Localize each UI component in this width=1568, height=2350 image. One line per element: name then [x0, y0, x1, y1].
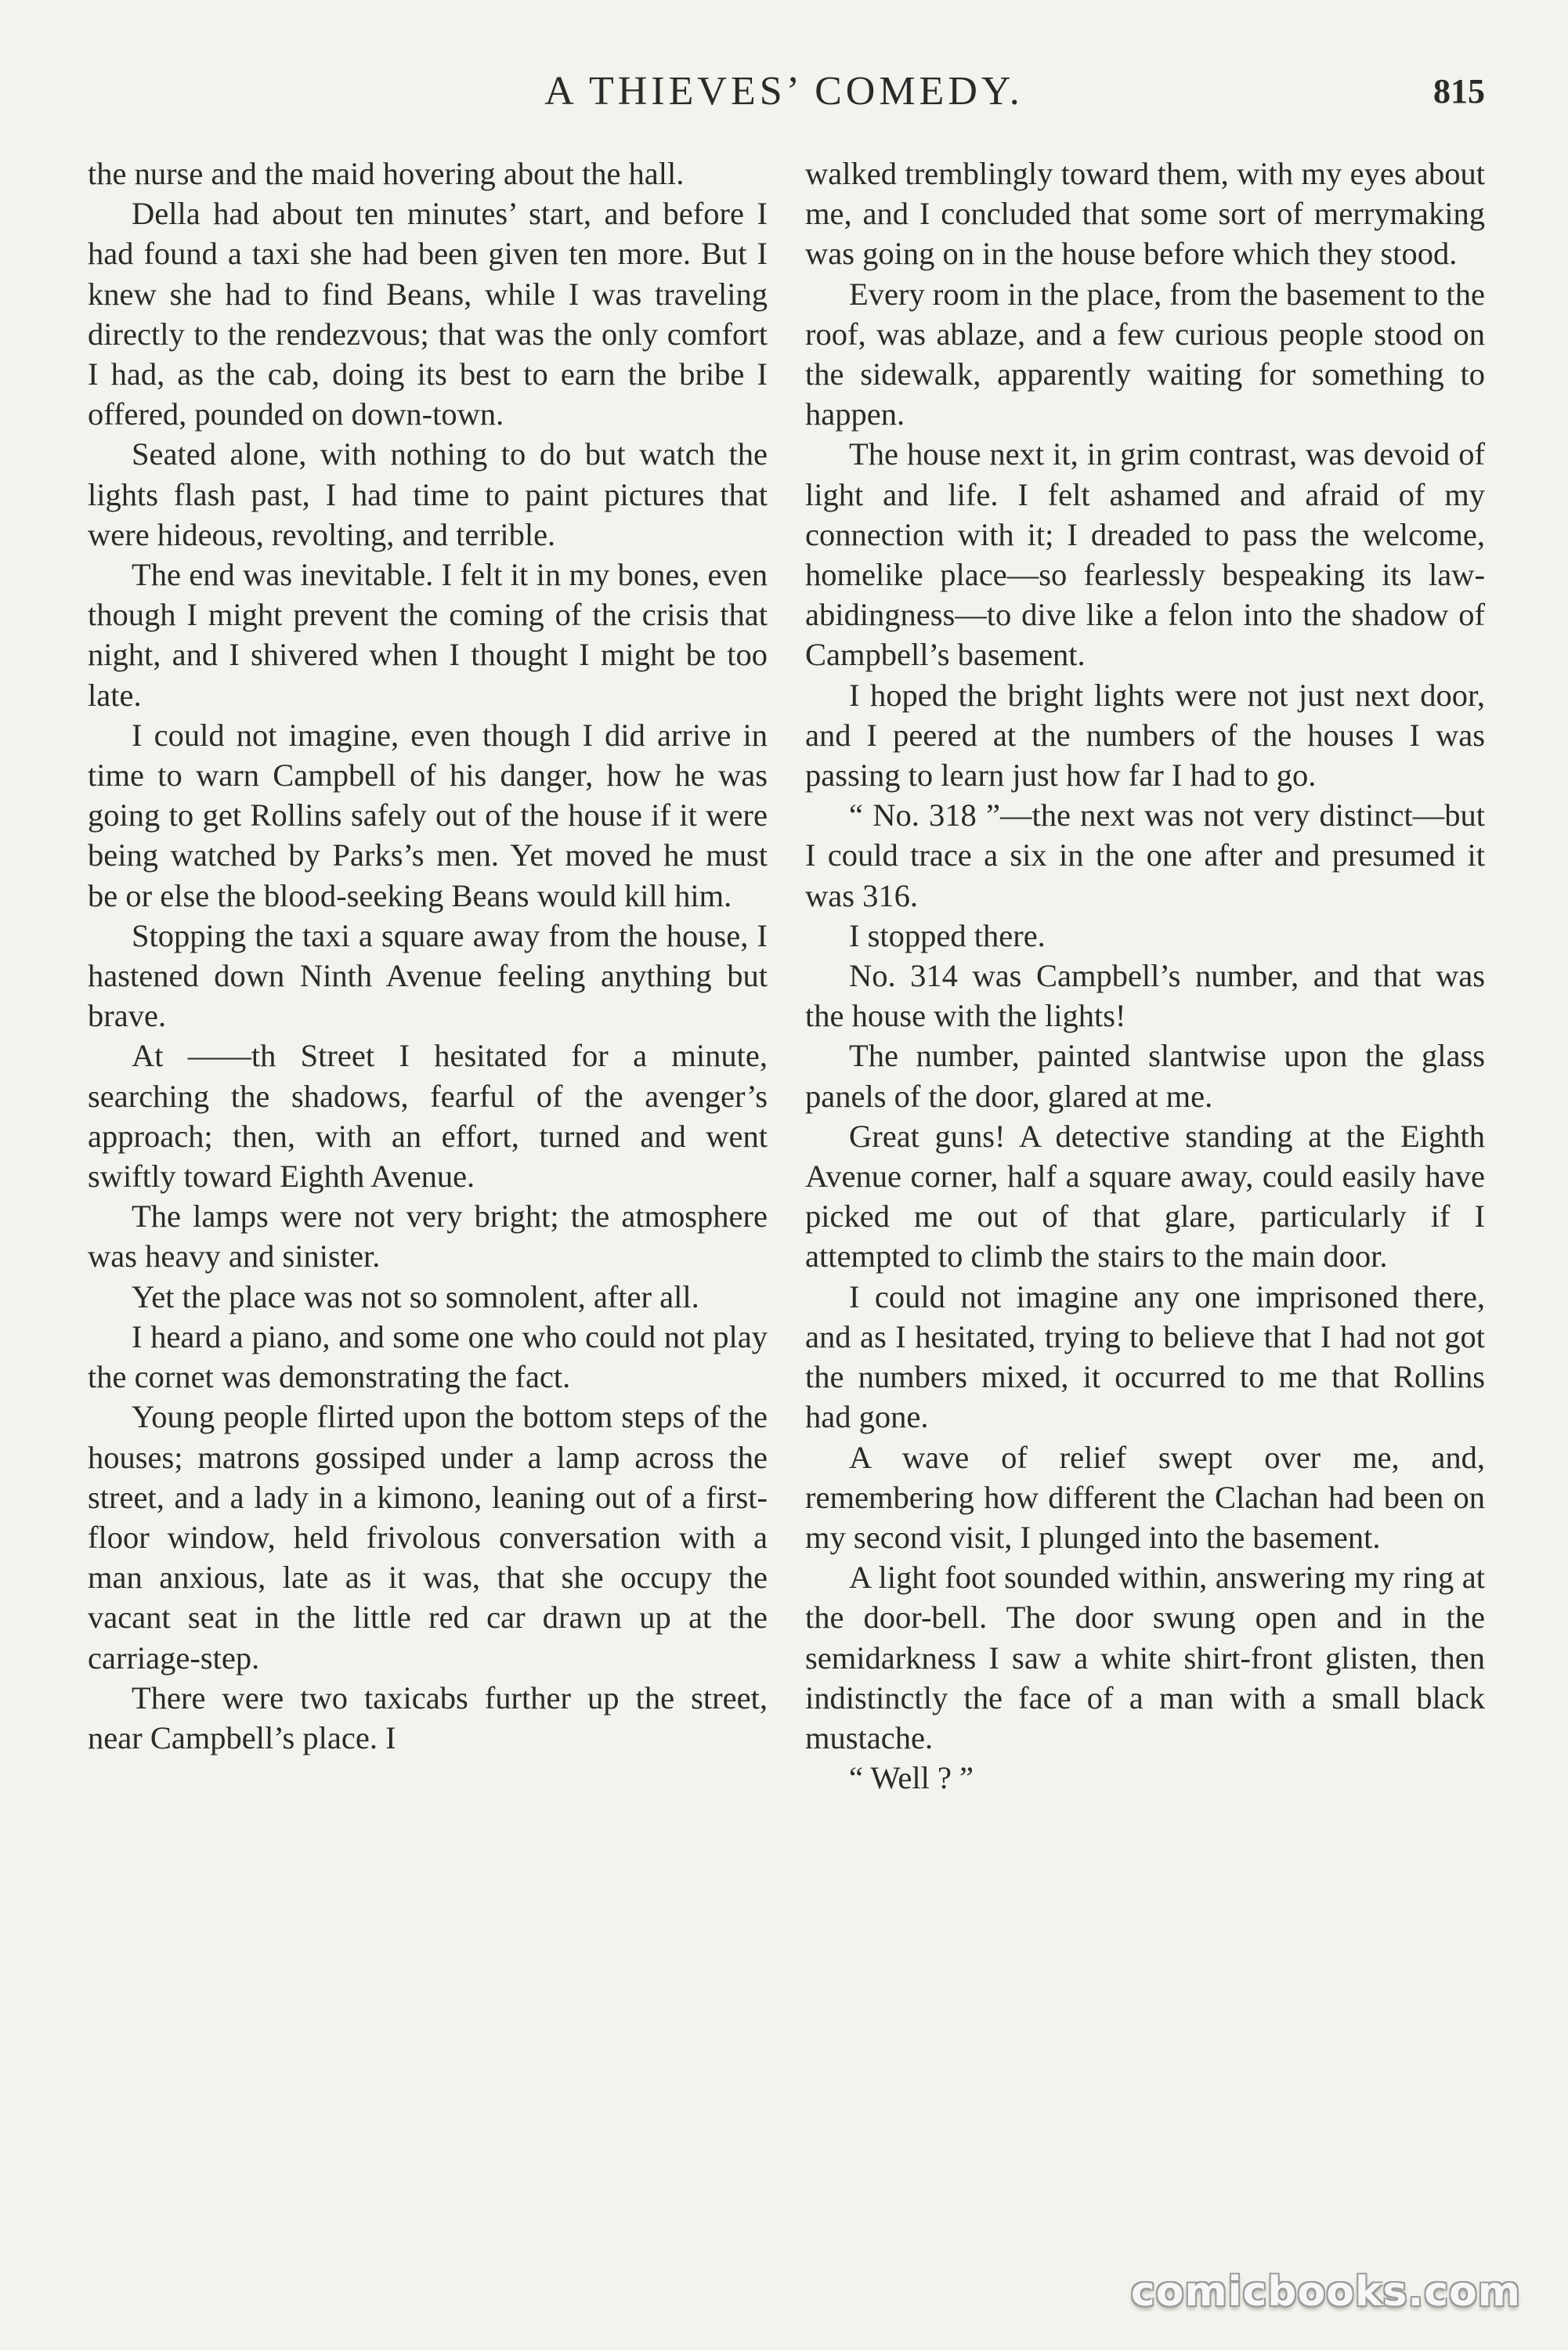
running-title: A THIEVES’ COMEDY.	[544, 69, 1024, 114]
page-header	[0, 64, 1568, 119]
page-number: 815	[1433, 72, 1485, 110]
paragraph: Every room in the place, from the basement to the roof, was ablaze, and a few curious people stood on the sidewalk, apparently waiting for something to happen.	[805, 276, 1485, 432]
paragraph: I hoped the bright lights were not just next door, and I peered at the numbers of the houses I was passing to learn just how far I had to go.	[805, 677, 1485, 794]
paragraph: Great guns! A detective standing at the Eighth Avenue corner, half a square away, could easily have picked me out of that glare, particularly if I attempted to climb the stairs to the main door.	[805, 1118, 1485, 1274]
paragraph: I could not imagine any one imprisoned there, and as I hesitated, trying to believe that I had not got the numbers mixed, it occurred to me that Rollins had gone.	[805, 1278, 1485, 1435]
paragraph: walked tremblingly toward them, with my eyes about me, and I concluded that some sort of merrymaking was going on in the house before which they stood.	[805, 156, 1485, 272]
paragraph: Stopping the taxi a square away from the house, I hastened down Ninth Avenue feeling anything but brave.	[88, 917, 768, 1034]
paragraph: At ——th Street I hesitated for a minute, searching the shadows, fearful of the avenger’s approach; then, with an effort, turned and went swiftly toward Eighth Avenue.	[88, 1038, 768, 1195]
right-text-column	[805, 154, 1485, 1798]
paragraph: The number, painted slantwise upon the glass panels of the door, glared at me.	[805, 1038, 1485, 1114]
paragraph: Della had about ten minutes’ start, and before I had found a taxi she had been given ten more. But I knew she had to find Beans, while I was traveling directly to the rendezvous; that was the only comfort I had, as the cab, doing its best to earn the bribe I offered, pounded on down-town.	[88, 196, 768, 432]
paragraph: I stopped there.	[849, 917, 1046, 953]
paragraph: Seated alone, with nothing to do but watch the lights flash past, I had time to paint pictures that were hideous, revolting, and terrible.	[88, 436, 768, 552]
left-text-column	[88, 154, 768, 1758]
paragraph: The end was inevitable. I felt it in my bones, even though I might prevent the coming of the crisis that night, and I shivered when I thought I might be too late.	[88, 557, 768, 713]
paragraph: Young people flirted upon the bottom steps of the houses; matrons gossiped under a lamp across the street, and a lady in a kimono, leaning out of a first-floor window, held frivolous conversation with a man anxious, late as it was, that she occupy the vacant seat in the little red car drawn up at the carriage-step.	[88, 1399, 768, 1676]
paragraph: The house next it, in grim contrast, was devoid of light and life. I felt ashamed and afraid of my connection with it; I dreaded to pass the welcome, homelike place—so fearlessly bespeaking its law-abidingness—to dive like a felon into the shadow of Campbell’s basement.	[805, 436, 1485, 673]
paragraph: Yet the place was not so somnolent, after all.	[132, 1278, 699, 1314]
paragraph: A wave of relief swept over me, and, remembering how different the Clachan had been on my second visit, I plunged into the basement.	[805, 1439, 1485, 1555]
paragraph: A light foot sounded within, answering my ring at the door-bell. The door swung open and in the semidarkness I saw a white shirt-front glisten, then indistinctly the face of a man with a small black mustache.	[805, 1560, 1485, 1755]
paragraph: I could not imagine, even though I did arrive in time to warn Campbell of his danger, how he was going to get Rollins safely out of the house if it were being watched by Parks’s men. Yet moved he must be or else the blood-seeking Beans would kill him.	[88, 717, 768, 913]
watermark: comicbooks.com	[1130, 2269, 1521, 2316]
paragraph: the nurse and the maid hovering about the hall.	[88, 156, 685, 191]
paragraph: I heard a piano, and some one who could not play the cornet was demonstrating the fact.	[88, 1318, 768, 1395]
paragraph: No. 314 was Campbell’s number, and that was the house with the lights!	[805, 958, 1485, 1034]
paragraph: “ No. 318 ”—the next was not very distinct—but I could trace a six in the one after and presumed it was 316.	[805, 797, 1485, 913]
paragraph: “ Well ? ”	[849, 1760, 974, 1796]
paragraph: The lamps were not very bright; the atmosphere was heavy and sinister.	[88, 1198, 768, 1274]
paragraph: There were two taxicabs further up the street, near Campbell’s place. I	[88, 1679, 768, 1755]
